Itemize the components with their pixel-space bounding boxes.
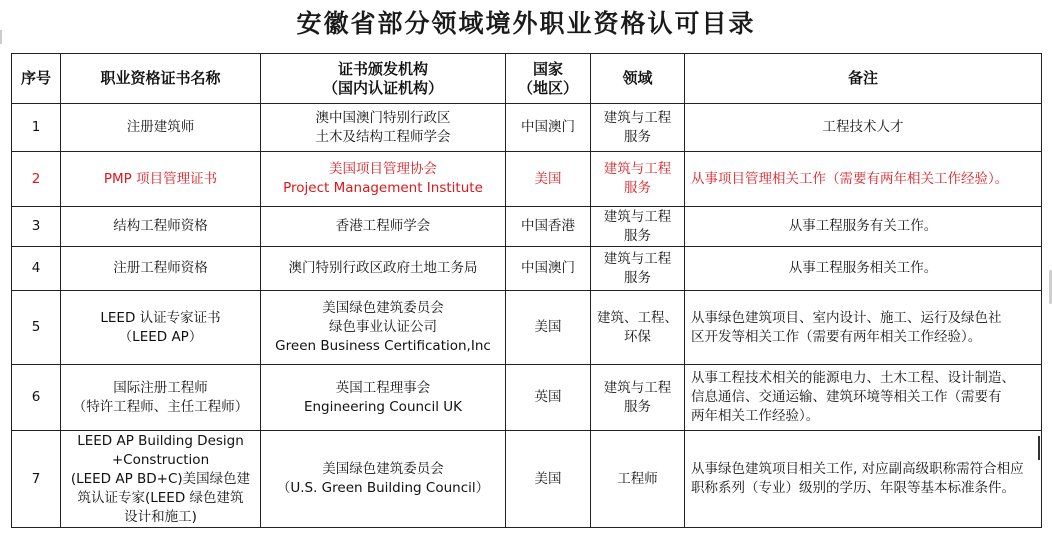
header-row [12, 54, 1042, 104]
page-title: 安徽省部分领域境外职业资格认可目录 [296, 9, 756, 38]
cell-org-line: 绿色事业认证公司 [329, 319, 437, 335]
table-row [12, 104, 1042, 152]
header-field: 领域 [591, 54, 685, 104]
cell-org [261, 431, 506, 528]
cell-org [261, 291, 506, 365]
cell-field-line: 工程师 [617, 470, 658, 487]
cell-field [591, 365, 685, 431]
cell-name-line: PMP 项目管理证书 [103, 170, 218, 187]
cell-country: 美国 [506, 152, 591, 207]
cell-org-line: 美国绿色建筑委员会 [322, 300, 444, 316]
qualification-table [11, 53, 1042, 528]
cell-note-line: 从事项目管理相关工作（需要有两年相关工作经验）。 [691, 170, 1009, 187]
cell-name [61, 152, 261, 207]
cell-country: 美国 [506, 291, 591, 365]
cell-org-line: Green Business Certification,Inc [275, 338, 491, 354]
cell-org [261, 365, 506, 431]
cell-name-line: 设计和施工) [124, 508, 197, 525]
cell-name [61, 291, 261, 365]
cell-note-line: 区开发等相关工作（需要有两年相关工作经验）。 [691, 328, 982, 345]
cell-name-line: 注册工程师资格 [113, 260, 208, 276]
cell-seq: 1 [12, 104, 61, 152]
cell-field [591, 152, 685, 207]
cell-note-line: 从事绿色建筑项目、室内设计、施工、运行及绿色社 [691, 309, 1002, 326]
table-row [12, 365, 1042, 431]
cell-name-line: 注册建筑师 [126, 119, 195, 135]
table-row [12, 291, 1042, 365]
cell-note-line: 从事绿色建筑项目相关工作, 对应副高级职称需符合相应 [691, 461, 1024, 477]
cell-field [591, 207, 685, 247]
cell-country: 中国澳门 [506, 247, 591, 291]
cell-org [261, 247, 506, 291]
cell-country: 中国香港 [506, 207, 591, 247]
cell-note-line: 从事工程技术相关的能源电力、土木工程、设计制造、 [691, 370, 1015, 386]
cell-note [685, 152, 1042, 207]
cell-field [591, 291, 685, 365]
cell-org-line: Engineering Council UK [303, 398, 463, 415]
cell-seq: 3 [12, 207, 61, 247]
cell-country: 美国 [506, 431, 591, 528]
cell-field-line: 建筑、工程、 [597, 309, 678, 326]
cell-note [685, 207, 1042, 247]
cell-note [685, 247, 1042, 291]
cell-org-line: 澳中国澳门特别行政区 [315, 109, 451, 126]
cell-country: 英国 [506, 365, 591, 431]
table-row [12, 152, 1042, 207]
cell-name [61, 247, 261, 291]
cell-org [261, 152, 506, 207]
table-row [12, 431, 1042, 528]
cell-name-line: 筑认证专家(LEED 绿色建筑 [77, 489, 244, 506]
cell-name [61, 207, 261, 247]
cell-field-line: 服务 [624, 269, 651, 286]
cell-field-line: 服务 [624, 180, 651, 196]
cell-org [261, 207, 506, 247]
cell-org-line: 澳门特别行政区政府土地工务局 [288, 260, 478, 276]
cell-note [685, 291, 1042, 365]
cell-field-line: 服务 [624, 128, 651, 145]
cell-field-line: 服务 [624, 227, 651, 244]
cell-name-line: （LEED AP） [118, 328, 203, 345]
cell-name-line: (LEED AP BD+C)美国绿色建 [70, 470, 251, 487]
header-note: 备注 [685, 54, 1042, 104]
cell-field [591, 431, 685, 528]
cell-org [261, 104, 506, 152]
table-row [12, 207, 1042, 247]
cell-name-line: （特许工程师、主任工程师） [72, 398, 249, 415]
cell-country: 中国澳门 [506, 104, 591, 152]
cell-field-line: 建筑与工程 [603, 379, 672, 396]
cell-name [61, 104, 261, 152]
cell-field-line: 环保 [624, 328, 651, 345]
cell-note-line: 两年相关工作经验）。 [691, 408, 820, 424]
header-org-line1: 证书颁发机构 [337, 59, 428, 78]
cell-name-line: LEED AP Building Design [77, 432, 244, 449]
cell-note-line: 信息通信、交通运输、建筑环境等相关工作（需要有 [691, 389, 1002, 405]
cell-note-line: 从事工程服务相关工作。 [788, 260, 938, 276]
cell-seq: 4 [12, 247, 61, 291]
cell-seq: 5 [12, 291, 61, 365]
cell-field-line: 建筑与工程 [603, 109, 672, 126]
cell-org-line: 土木及结构工程师学会 [315, 128, 451, 145]
cell-field-line: 建筑与工程 [603, 250, 672, 267]
cell-name-line: LEED 认证专家证书 [100, 309, 221, 326]
header-country-line2: （地区） [517, 78, 578, 97]
header-org-line2: （国内认证机构） [322, 78, 443, 97]
cell-note-line: 从事工程服务有关工作。 [788, 218, 938, 234]
cell-note [685, 365, 1042, 431]
cell-seq: 6 [12, 365, 61, 431]
cell-org-line: Project Management Institute [283, 180, 483, 196]
cell-org-line: （U.S. Green Building Council） [276, 480, 490, 496]
cell-org-line: 美国绿色建筑委员会 [322, 461, 444, 477]
cell-field-line: 建筑与工程 [603, 161, 672, 177]
cell-seq: 7 [12, 431, 61, 528]
cell-field-line: 建筑与工程 [603, 208, 672, 225]
cell-name [61, 431, 261, 528]
cell-field-line: 服务 [624, 398, 651, 415]
cell-field [591, 247, 685, 291]
cell-seq: 2 [12, 152, 61, 207]
cell-field [591, 104, 685, 152]
table-row [12, 247, 1042, 291]
cell-org-line: 英国工程理事会 [335, 379, 431, 396]
header-name: 职业资格证书名称 [61, 54, 261, 104]
cell-org-line: 美国项目管理协会 [329, 161, 437, 177]
cell-name-line: 国际注册工程师 [113, 379, 208, 396]
cell-note [685, 104, 1042, 152]
cell-note-line: 工程技术人才 [822, 119, 904, 135]
cell-name [61, 365, 261, 431]
header-seq: 序号 [12, 54, 61, 104]
header-country [506, 54, 591, 104]
cell-note [685, 431, 1042, 528]
cell-name-line: +Construction [111, 451, 210, 468]
header-country-line1: 国家 [532, 59, 563, 78]
cell-name-line: 结构工程师资格 [113, 218, 208, 234]
header-org [261, 54, 506, 104]
cell-org-line: 香港工程师学会 [335, 218, 431, 234]
left-edge-mark [0, 30, 2, 44]
cell-note-line: 职称系列（专业）级别的学历、年限等基本标准条件。 [691, 480, 1015, 496]
